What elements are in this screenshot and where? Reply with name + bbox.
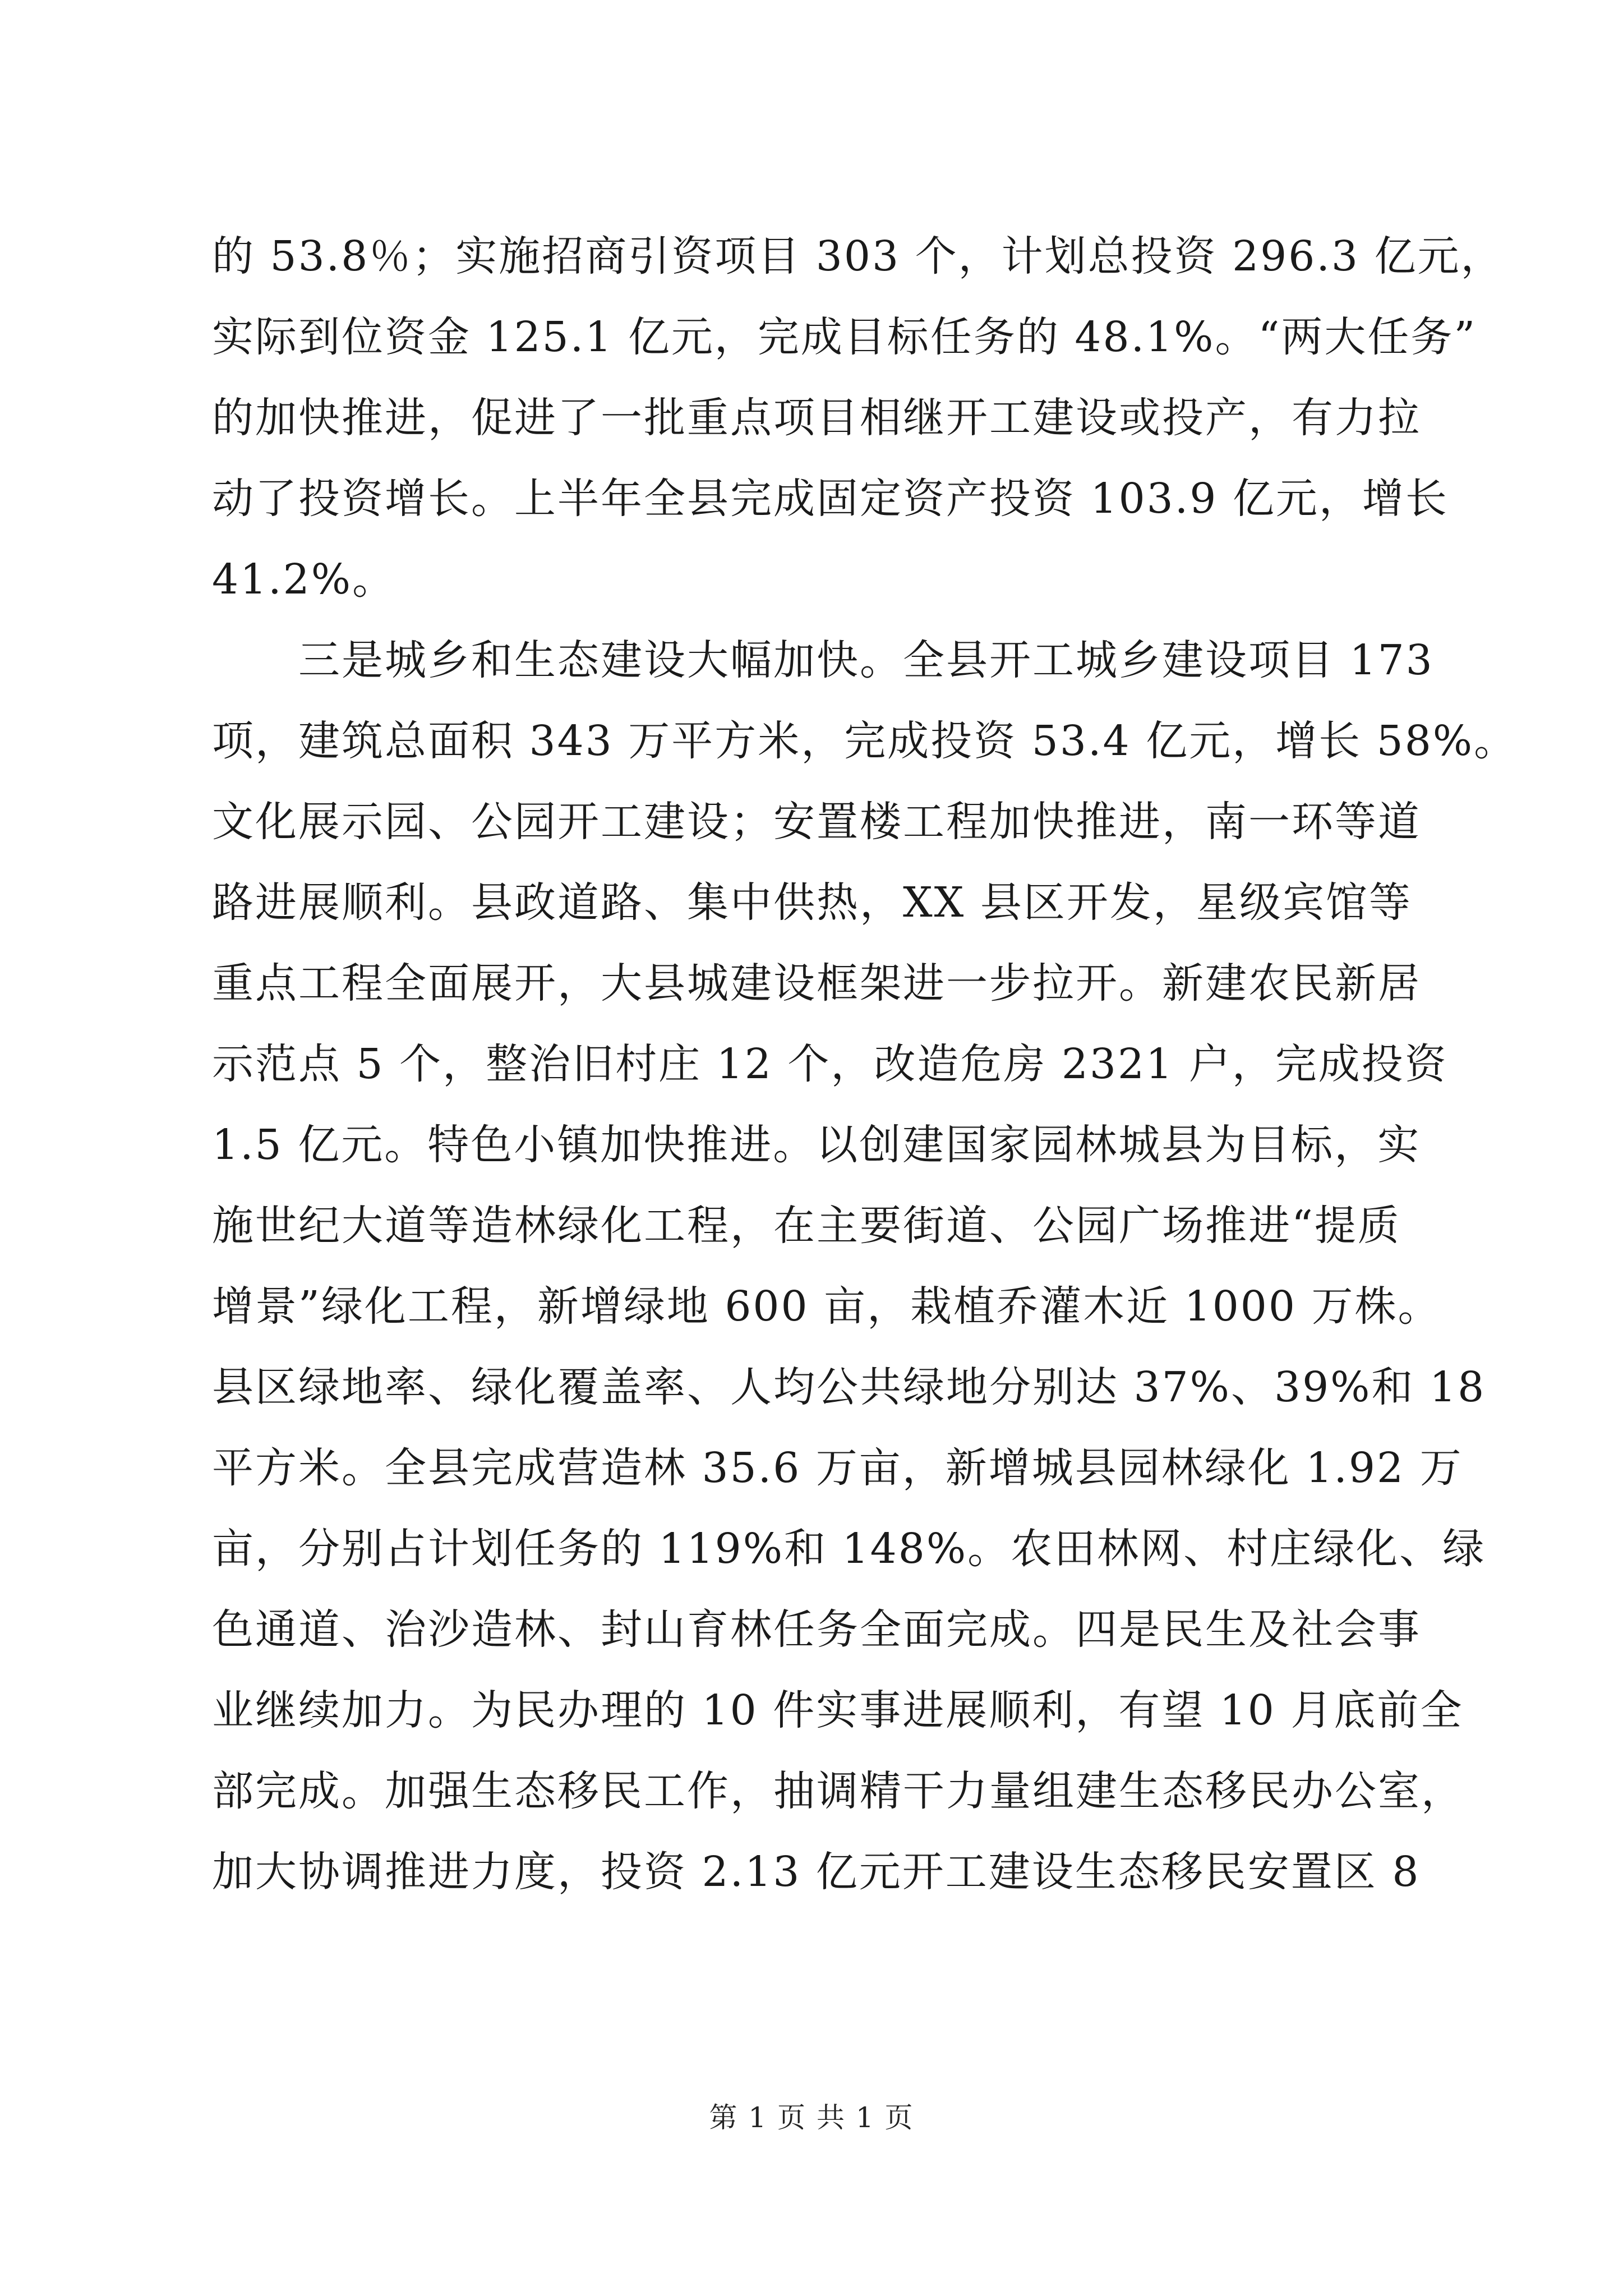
text-line: 加大协调推进力度，投资 2.13 亿元开工建设生态移民安置区 8	[212, 1848, 1421, 1896]
text-line: 示范点 5 个，整治旧村庄 12 个，改造危房 2321 户，完成投资	[212, 1040, 1448, 1088]
text-line: 平方米。全县完成营造林 35.6 万亩，新增城县园林绿化 1.92 万	[212, 1444, 1463, 1492]
text-line: 的加快推进，促进了一批重点项目相继开工建设或投产，有力拉	[212, 394, 1421, 442]
text-line: 施世纪大道等造林绿化工程，在主要街道、公园广场推进“提质	[212, 1202, 1401, 1250]
text-line: 三是城乡和生态建设大幅加快。全县开工城乡建设项目 173	[212, 636, 1434, 684]
text-line: 文化展示园、公园开工建设；安置楼工程加快推进，南一环等道	[212, 798, 1421, 846]
page-number-footer: 第 1 页 共 1 页	[709, 2101, 914, 2134]
text-line: 动了投资增长。上半年全县完成固定资产投资 103.9 亿元，增长	[212, 475, 1449, 523]
text-line: 路进展顺利。县政道路、集中供热，XX 县区开发，星级宾馆等	[212, 878, 1412, 927]
text-line: 县区绿地率、绿化覆盖率、人均公共绿地分别达 37%、39%和 18	[212, 1363, 1486, 1411]
text-line: 色通道、治沙造林、封山育林任务全面完成。四是民生及社会事	[212, 1605, 1421, 1654]
text-line: 重点工程全面展开，大县城建设框架进一步拉开。新建农民新居	[212, 959, 1421, 1007]
text-line: 项，建筑总面积 343 万平方米，完成投资 53.4 亿元，增长 58%。	[212, 717, 1518, 765]
text-line: 部完成。加强生态移民工作，抽调精干力量组建生态移民办公室，	[212, 1767, 1464, 1815]
text-line: 亩，分别占计划任务的 119%和 148%。农田林网、村庄绿化、绿	[212, 1525, 1486, 1573]
text-line: 1.5 亿元。特色小镇加快推进。以创建国家园林城县为目标，实	[212, 1121, 1421, 1169]
text-line: 实际到位资金 125.1 亿元，完成目标任务的 48.1%。“两大任务”	[212, 313, 1477, 361]
body-text	[212, 216, 1518, 1912]
text-line: 增景”绿化工程，新增绿地 600 亩，栽植乔灌木近 1000 万株。	[212, 1282, 1441, 1331]
text-line: 的 53.8％；实施招商引资项目 303 个，计划总投资 296.3 亿元，	[212, 232, 1504, 280]
text-line: 41.2%。	[212, 555, 396, 604]
text-line: 业继续加力。为民办理的 10 件实事进展顺利，有望 10 月底前全	[212, 1686, 1464, 1734]
